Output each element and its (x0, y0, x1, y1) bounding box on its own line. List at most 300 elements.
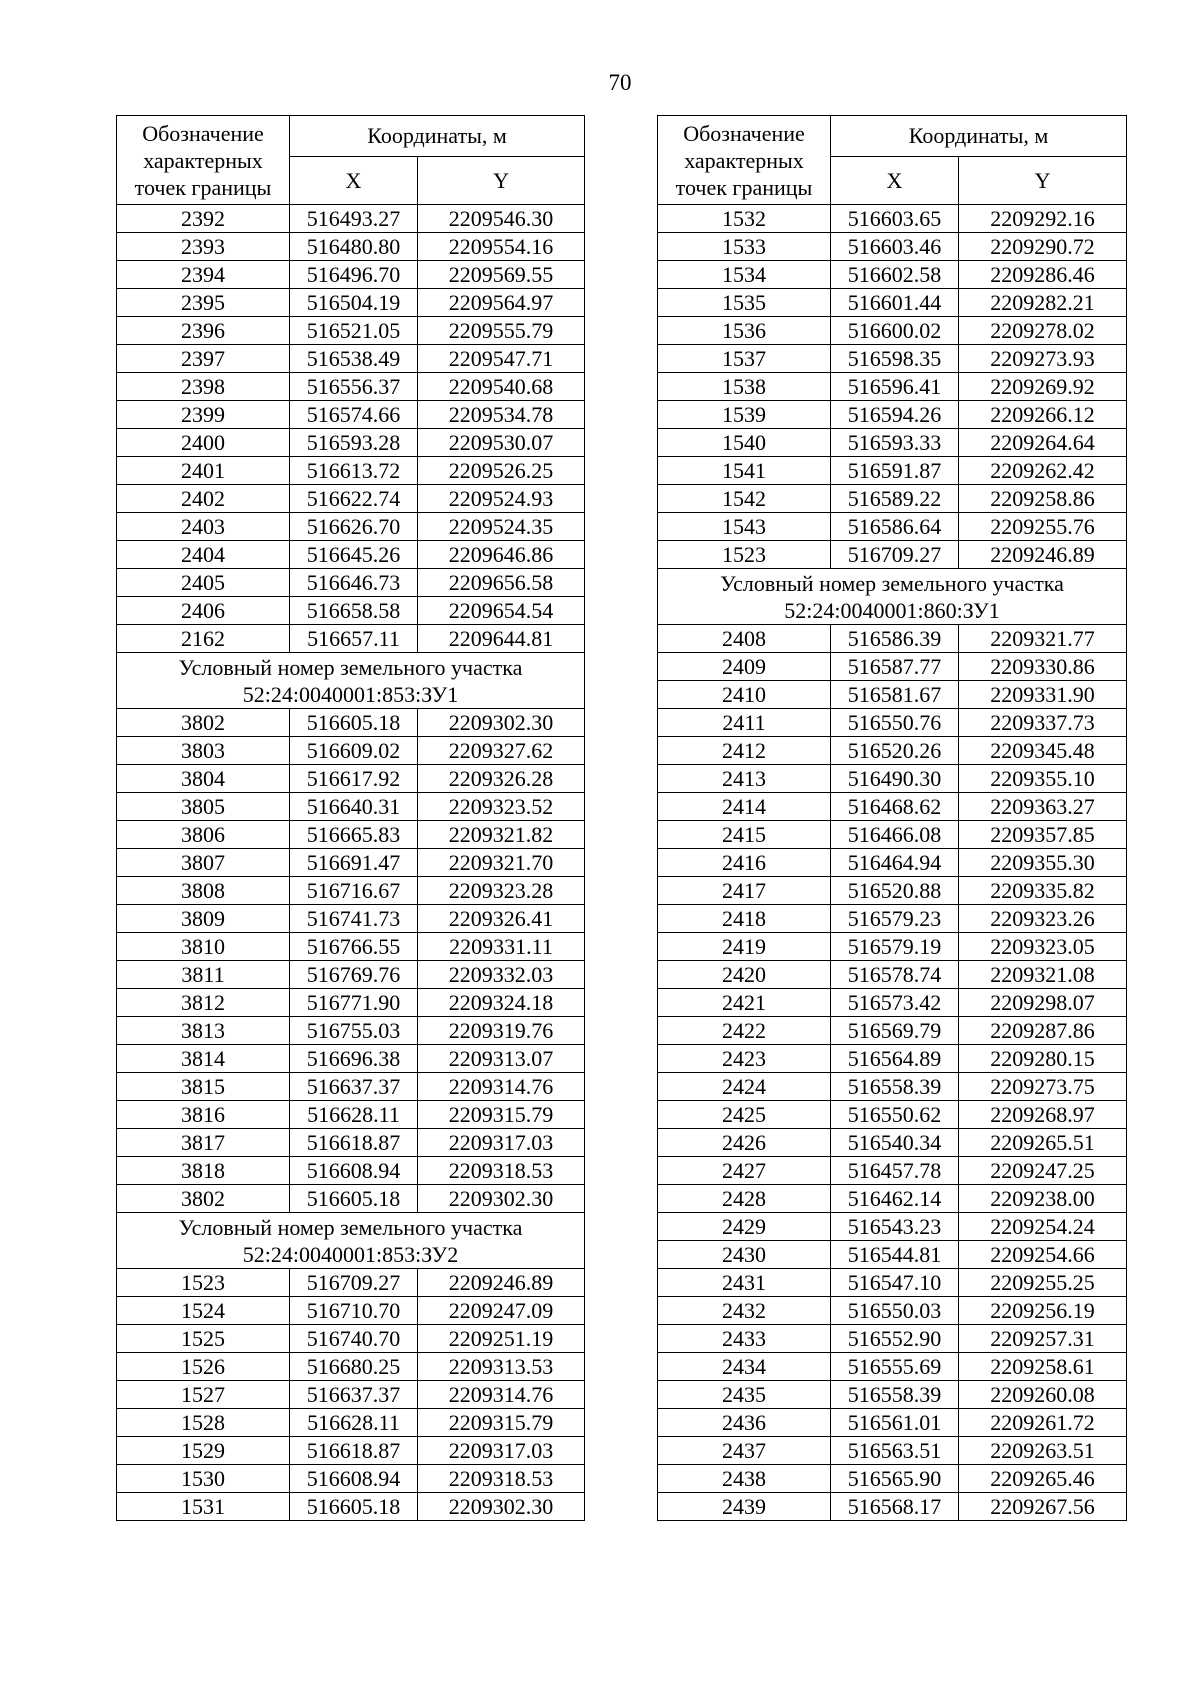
table-row (658, 261, 1127, 289)
table-row (658, 1269, 1127, 1297)
y-coordinate-cell: 2209332.03 (418, 961, 585, 989)
y-coordinate-cell: 2209258.86 (959, 485, 1127, 513)
table-row (658, 1297, 1127, 1325)
x-coordinate-cell: 516691.47 (290, 849, 418, 877)
y-coordinate-cell: 2209644.81 (418, 625, 585, 653)
point-id-cell: 1525 (117, 1325, 290, 1353)
table-row (117, 289, 585, 317)
table-row (117, 1101, 585, 1129)
point-id-cell: 2397 (117, 345, 290, 373)
header-coords-label: Координаты, м (831, 116, 1127, 157)
x-coordinate-cell: 516552.90 (831, 1325, 959, 1353)
x-coordinate-cell: 516591.87 (831, 457, 959, 485)
point-id-cell: 3811 (117, 961, 290, 989)
x-coordinate-cell: 516574.66 (290, 401, 418, 429)
point-id-cell: 2393 (117, 233, 290, 261)
table-row (658, 401, 1127, 429)
table-row (658, 1437, 1127, 1465)
y-coordinate-cell: 2209265.51 (959, 1129, 1127, 1157)
point-id-cell: 3816 (117, 1101, 290, 1129)
x-coordinate-cell: 516565.90 (831, 1465, 959, 1493)
point-id-cell: 3805 (117, 793, 290, 821)
table-row (658, 737, 1127, 765)
table-row (117, 1045, 585, 1073)
y-coordinate-cell: 2209326.28 (418, 765, 585, 793)
table-row (117, 1409, 585, 1437)
table-row (117, 905, 585, 933)
y-coordinate-cell: 2209282.21 (959, 289, 1127, 317)
table-row (117, 933, 585, 961)
point-id-cell: 1527 (117, 1381, 290, 1409)
table-row (658, 457, 1127, 485)
x-coordinate-cell: 516710.70 (290, 1297, 418, 1325)
y-coordinate-cell: 2209298.07 (959, 989, 1127, 1017)
table-row (117, 429, 585, 457)
point-id-cell: 1540 (658, 429, 831, 457)
x-coordinate-cell: 516594.26 (831, 401, 959, 429)
table-row (117, 317, 585, 345)
x-coordinate-cell: 516462.14 (831, 1185, 959, 1213)
table-row (117, 401, 585, 429)
table-row (117, 877, 585, 905)
point-id-cell: 2434 (658, 1353, 831, 1381)
point-id-cell: 1542 (658, 485, 831, 513)
table-row (658, 793, 1127, 821)
point-id-cell: 2428 (658, 1185, 831, 1213)
y-coordinate-cell: 2209331.90 (959, 681, 1127, 709)
table-row (658, 877, 1127, 905)
y-coordinate-cell: 2209260.08 (959, 1381, 1127, 1409)
header-y-label: Y (418, 157, 585, 205)
point-id-cell: 1523 (117, 1269, 290, 1297)
x-coordinate-cell: 516573.42 (831, 989, 959, 1017)
y-coordinate-cell: 2209251.19 (418, 1325, 585, 1353)
point-id-cell: 2439 (658, 1493, 831, 1521)
table-row (117, 1297, 585, 1325)
section-row (117, 653, 585, 709)
x-coordinate-cell: 516618.87 (290, 1437, 418, 1465)
y-coordinate-cell: 2209258.61 (959, 1353, 1127, 1381)
point-id-cell: 2396 (117, 317, 290, 345)
left-table-header (117, 116, 585, 205)
table-row (658, 485, 1127, 513)
left-table-body (117, 205, 585, 1521)
x-coordinate-cell: 516628.11 (290, 1409, 418, 1437)
y-coordinate-cell: 2209345.48 (959, 737, 1127, 765)
y-coordinate-cell: 2209355.10 (959, 765, 1127, 793)
x-coordinate-cell: 516657.11 (290, 625, 418, 653)
point-id-cell: 3817 (117, 1129, 290, 1157)
point-id-cell: 1532 (658, 205, 831, 233)
point-id-cell: 2411 (658, 709, 831, 737)
y-coordinate-cell: 2209324.18 (418, 989, 585, 1017)
y-coordinate-cell: 2209654.54 (418, 597, 585, 625)
table-row (117, 1437, 585, 1465)
y-coordinate-cell: 2209656.58 (418, 569, 585, 597)
point-id-cell: 2415 (658, 821, 831, 849)
x-coordinate-cell: 516603.46 (831, 233, 959, 261)
x-coordinate-cell: 516596.41 (831, 373, 959, 401)
x-coordinate-cell: 516605.18 (290, 709, 418, 737)
x-coordinate-cell: 516645.26 (290, 541, 418, 569)
table-row (658, 1185, 1127, 1213)
table-row (117, 1325, 585, 1353)
point-id-cell: 3814 (117, 1045, 290, 1073)
table-row (117, 709, 585, 737)
x-coordinate-cell: 516558.39 (831, 1073, 959, 1101)
point-id-cell: 2401 (117, 457, 290, 485)
x-coordinate-cell: 516544.81 (831, 1241, 959, 1269)
x-coordinate-cell: 516504.19 (290, 289, 418, 317)
table-row (658, 1353, 1127, 1381)
point-id-cell: 2414 (658, 793, 831, 821)
y-coordinate-cell: 2209540.68 (418, 373, 585, 401)
table-row (117, 485, 585, 513)
x-coordinate-cell: 516587.77 (831, 653, 959, 681)
point-id-cell: 2424 (658, 1073, 831, 1101)
y-coordinate-cell: 2209268.97 (959, 1101, 1127, 1129)
x-coordinate-cell: 516626.70 (290, 513, 418, 541)
y-coordinate-cell: 2209530.07 (418, 429, 585, 457)
point-id-cell: 2404 (117, 541, 290, 569)
section-title: Условный номер земельного участка 52:24:0040001:853:ЗУ2 (117, 1213, 585, 1269)
table-row (658, 1073, 1127, 1101)
x-coordinate-cell: 516640.31 (290, 793, 418, 821)
y-coordinate-cell: 2209314.76 (418, 1073, 585, 1101)
y-coordinate-cell: 2209254.24 (959, 1213, 1127, 1241)
x-coordinate-cell: 516521.05 (290, 317, 418, 345)
y-coordinate-cell: 2209321.70 (418, 849, 585, 877)
y-coordinate-cell: 2209262.42 (959, 457, 1127, 485)
y-coordinate-cell: 2209287.86 (959, 1017, 1127, 1045)
y-coordinate-cell: 2209564.97 (418, 289, 585, 317)
table-row (117, 849, 585, 877)
y-coordinate-cell: 2209335.82 (959, 877, 1127, 905)
table-row (658, 905, 1127, 933)
x-coordinate-cell: 516637.37 (290, 1381, 418, 1409)
table-row (658, 933, 1127, 961)
header-coords-label: Координаты, м (290, 116, 585, 157)
table-row (658, 1381, 1127, 1409)
point-id-cell: 1535 (658, 289, 831, 317)
x-coordinate-cell: 516550.76 (831, 709, 959, 737)
table-row (658, 1465, 1127, 1493)
point-id-cell: 2418 (658, 905, 831, 933)
table-row (117, 1157, 585, 1185)
table-row (658, 961, 1127, 989)
x-coordinate-cell: 516605.18 (290, 1493, 418, 1521)
table-row (658, 205, 1127, 233)
table-row (117, 597, 585, 625)
point-id-cell: 2417 (658, 877, 831, 905)
point-id-cell: 2409 (658, 653, 831, 681)
y-coordinate-cell: 2209323.28 (418, 877, 585, 905)
x-coordinate-cell: 516608.94 (290, 1465, 418, 1493)
y-coordinate-cell: 2209278.02 (959, 317, 1127, 345)
table-row (658, 849, 1127, 877)
x-coordinate-cell: 516622.74 (290, 485, 418, 513)
point-id-cell: 2408 (658, 625, 831, 653)
x-coordinate-cell: 516561.01 (831, 1409, 959, 1437)
y-coordinate-cell: 2209524.35 (418, 513, 585, 541)
point-id-cell: 2406 (117, 597, 290, 625)
y-coordinate-cell: 2209267.56 (959, 1493, 1127, 1521)
point-id-cell: 3804 (117, 765, 290, 793)
table-row (117, 625, 585, 653)
y-coordinate-cell: 2209318.53 (418, 1157, 585, 1185)
table-row (658, 541, 1127, 569)
y-coordinate-cell: 2209547.71 (418, 345, 585, 373)
point-id-cell: 2431 (658, 1269, 831, 1297)
table-row (658, 709, 1127, 737)
point-id-cell: 1541 (658, 457, 831, 485)
point-id-cell: 2422 (658, 1017, 831, 1045)
table-row (117, 541, 585, 569)
y-coordinate-cell: 2209569.55 (418, 261, 585, 289)
table-row (117, 1381, 585, 1409)
y-coordinate-cell: 2209313.07 (418, 1045, 585, 1073)
point-id-cell: 2430 (658, 1241, 831, 1269)
point-id-cell: 3813 (117, 1017, 290, 1045)
point-id-cell: 1538 (658, 373, 831, 401)
y-coordinate-cell: 2209254.66 (959, 1241, 1127, 1269)
y-coordinate-cell: 2209261.72 (959, 1409, 1127, 1437)
point-id-cell: 2429 (658, 1213, 831, 1241)
table-row (117, 821, 585, 849)
x-coordinate-cell: 516613.72 (290, 457, 418, 485)
point-id-cell: 1531 (117, 1493, 290, 1521)
y-coordinate-cell: 2209314.76 (418, 1381, 585, 1409)
y-coordinate-cell: 2209357.85 (959, 821, 1127, 849)
x-coordinate-cell: 516563.51 (831, 1437, 959, 1465)
x-coordinate-cell: 516598.35 (831, 345, 959, 373)
y-coordinate-cell: 2209330.86 (959, 653, 1127, 681)
point-id-cell: 3803 (117, 737, 290, 765)
point-id-cell: 1526 (117, 1353, 290, 1381)
table-row (658, 1157, 1127, 1185)
point-id-cell: 1533 (658, 233, 831, 261)
table-row (117, 345, 585, 373)
point-id-cell: 3815 (117, 1073, 290, 1101)
y-coordinate-cell: 2209264.64 (959, 429, 1127, 457)
y-coordinate-cell: 2209321.77 (959, 625, 1127, 653)
right-coordinates-table (657, 115, 1127, 1521)
y-coordinate-cell: 2209331.11 (418, 933, 585, 961)
y-coordinate-cell: 2209273.75 (959, 1073, 1127, 1101)
x-coordinate-cell: 516618.87 (290, 1129, 418, 1157)
point-id-cell: 2425 (658, 1101, 831, 1129)
x-coordinate-cell: 516464.94 (831, 849, 959, 877)
x-coordinate-cell: 516538.49 (290, 345, 418, 373)
point-id-cell: 2435 (658, 1381, 831, 1409)
y-coordinate-cell: 2209265.46 (959, 1465, 1127, 1493)
x-coordinate-cell: 516755.03 (290, 1017, 418, 1045)
x-coordinate-cell: 516581.67 (831, 681, 959, 709)
y-coordinate-cell: 2209355.30 (959, 849, 1127, 877)
y-coordinate-cell: 2209246.89 (418, 1269, 585, 1297)
point-id-cell: 2432 (658, 1297, 831, 1325)
header-y-label: Y (959, 157, 1127, 205)
x-coordinate-cell: 516593.33 (831, 429, 959, 457)
table-row (658, 989, 1127, 1017)
point-id-cell: 2438 (658, 1465, 831, 1493)
point-id-cell: 1537 (658, 345, 831, 373)
x-coordinate-cell: 516578.74 (831, 961, 959, 989)
y-coordinate-cell: 2209323.52 (418, 793, 585, 821)
x-coordinate-cell: 516490.30 (831, 765, 959, 793)
point-id-cell: 2395 (117, 289, 290, 317)
y-coordinate-cell: 2209280.15 (959, 1045, 1127, 1073)
y-coordinate-cell: 2209546.30 (418, 205, 585, 233)
point-id-cell: 1539 (658, 401, 831, 429)
point-id-cell: 2413 (658, 765, 831, 793)
y-coordinate-cell: 2209247.25 (959, 1157, 1127, 1185)
y-coordinate-cell: 2209554.16 (418, 233, 585, 261)
table-row (117, 513, 585, 541)
x-coordinate-cell: 516628.11 (290, 1101, 418, 1129)
y-coordinate-cell: 2209318.53 (418, 1465, 585, 1493)
y-coordinate-cell: 2209323.05 (959, 933, 1127, 961)
y-coordinate-cell: 2209246.89 (959, 541, 1127, 569)
table-row (658, 765, 1127, 793)
x-coordinate-cell: 516709.27 (290, 1269, 418, 1297)
table-row (117, 233, 585, 261)
y-coordinate-cell: 2209290.72 (959, 233, 1127, 261)
table-row (117, 989, 585, 1017)
point-id-cell: 2416 (658, 849, 831, 877)
point-id-cell: 2436 (658, 1409, 831, 1437)
left-coordinates-table (116, 115, 585, 1521)
point-id-cell: 3818 (117, 1157, 290, 1185)
table-row (117, 1353, 585, 1381)
y-coordinate-cell: 2209302.30 (418, 1185, 585, 1213)
x-coordinate-cell: 516543.23 (831, 1213, 959, 1241)
table-row (117, 457, 585, 485)
table-row (658, 373, 1127, 401)
y-coordinate-cell: 2209315.79 (418, 1101, 585, 1129)
x-coordinate-cell: 516605.18 (290, 1185, 418, 1213)
point-id-cell: 2398 (117, 373, 290, 401)
section-title: Условный номер земельного участка 52:24:0040001:853:ЗУ1 (117, 653, 585, 709)
x-coordinate-cell: 516457.78 (831, 1157, 959, 1185)
y-coordinate-cell: 2209321.08 (959, 961, 1127, 989)
table-row (117, 765, 585, 793)
x-coordinate-cell: 516646.73 (290, 569, 418, 597)
x-coordinate-cell: 516608.94 (290, 1157, 418, 1185)
x-coordinate-cell: 516771.90 (290, 989, 418, 1017)
point-id-cell: 2399 (117, 401, 290, 429)
table-row (117, 1185, 585, 1213)
y-coordinate-cell: 2209534.78 (418, 401, 585, 429)
y-coordinate-cell: 2209323.26 (959, 905, 1127, 933)
point-id-cell: 2426 (658, 1129, 831, 1157)
x-coordinate-cell: 516600.02 (831, 317, 959, 345)
y-coordinate-cell: 2209247.09 (418, 1297, 585, 1325)
x-coordinate-cell: 516586.64 (831, 513, 959, 541)
point-id-cell: 2403 (117, 513, 290, 541)
point-id-cell: 2392 (117, 205, 290, 233)
table-row (658, 1129, 1127, 1157)
y-coordinate-cell: 2209255.25 (959, 1269, 1127, 1297)
point-id-cell: 3808 (117, 877, 290, 905)
right-table-body (658, 205, 1127, 1521)
x-coordinate-cell: 516480.80 (290, 233, 418, 261)
table-row (117, 961, 585, 989)
x-coordinate-cell: 516493.27 (290, 205, 418, 233)
header-x-label: X (831, 157, 959, 205)
x-coordinate-cell: 516589.22 (831, 485, 959, 513)
point-id-cell: 3806 (117, 821, 290, 849)
point-id-cell: 2423 (658, 1045, 831, 1073)
x-coordinate-cell: 516556.37 (290, 373, 418, 401)
table-row (658, 1017, 1127, 1045)
x-coordinate-cell: 516696.38 (290, 1045, 418, 1073)
x-coordinate-cell: 516564.89 (831, 1045, 959, 1073)
point-id-cell: 2405 (117, 569, 290, 597)
y-coordinate-cell: 2209238.00 (959, 1185, 1127, 1213)
header-point-label: Обозначение характерных точек границы (658, 116, 831, 205)
table-row (117, 1493, 585, 1521)
table-row (658, 1325, 1127, 1353)
point-id-cell: 1543 (658, 513, 831, 541)
x-coordinate-cell: 516579.23 (831, 905, 959, 933)
y-coordinate-cell: 2209326.41 (418, 905, 585, 933)
y-coordinate-cell: 2209292.16 (959, 205, 1127, 233)
table-row (117, 569, 585, 597)
x-coordinate-cell: 516496.70 (290, 261, 418, 289)
y-coordinate-cell: 2209363.27 (959, 793, 1127, 821)
point-id-cell: 3810 (117, 933, 290, 961)
x-coordinate-cell: 516550.03 (831, 1297, 959, 1325)
y-coordinate-cell: 2209524.93 (418, 485, 585, 513)
point-id-cell: 2421 (658, 989, 831, 1017)
table-row (658, 625, 1127, 653)
table-row (658, 289, 1127, 317)
point-id-cell: 3802 (117, 1185, 290, 1213)
point-id-cell: 2419 (658, 933, 831, 961)
point-id-cell: 2412 (658, 737, 831, 765)
point-id-cell: 1528 (117, 1409, 290, 1437)
table-row (117, 205, 585, 233)
x-coordinate-cell: 516665.83 (290, 821, 418, 849)
x-coordinate-cell: 516468.62 (831, 793, 959, 821)
point-id-cell: 2400 (117, 429, 290, 457)
table-row (658, 1409, 1127, 1437)
x-coordinate-cell: 516466.08 (831, 821, 959, 849)
right-table-header (658, 116, 1127, 205)
y-coordinate-cell: 2209269.92 (959, 373, 1127, 401)
point-id-cell: 2420 (658, 961, 831, 989)
x-coordinate-cell: 516617.92 (290, 765, 418, 793)
table-row (658, 513, 1127, 541)
header-point-label: Обозначение характерных точек границы (117, 116, 290, 205)
x-coordinate-cell: 516716.67 (290, 877, 418, 905)
point-id-cell: 1524 (117, 1297, 290, 1325)
y-coordinate-cell: 2209302.30 (418, 1493, 585, 1521)
point-id-cell: 1530 (117, 1465, 290, 1493)
x-coordinate-cell: 516601.44 (831, 289, 959, 317)
y-coordinate-cell: 2209302.30 (418, 709, 585, 737)
point-id-cell: 1534 (658, 261, 831, 289)
point-id-cell: 3812 (117, 989, 290, 1017)
y-coordinate-cell: 2209286.46 (959, 261, 1127, 289)
x-coordinate-cell: 516769.76 (290, 961, 418, 989)
y-coordinate-cell: 2209315.79 (418, 1409, 585, 1437)
table-row (117, 793, 585, 821)
y-coordinate-cell: 2209266.12 (959, 401, 1127, 429)
point-id-cell: 3809 (117, 905, 290, 933)
point-id-cell: 2410 (658, 681, 831, 709)
